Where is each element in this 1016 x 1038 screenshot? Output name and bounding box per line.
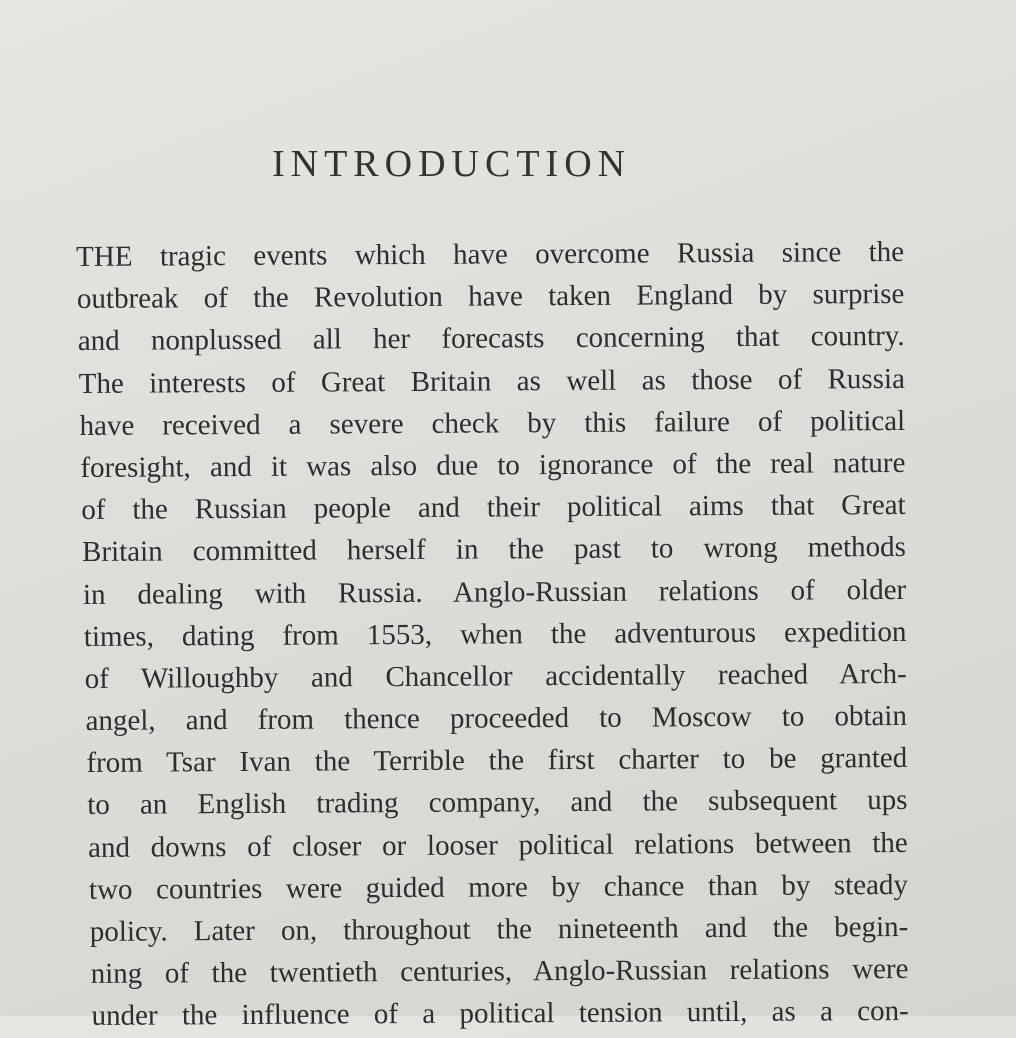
text-line: two countries were guided more by chance than by steady: [88, 868, 909, 906]
text-line: Britain committed herself in the past to wrong methods: [82, 531, 907, 569]
text-line: outbreak of the Revolution have taken England by surprise: [76, 278, 905, 316]
text-line: The interests of Great Britain as well as those of Russia: [78, 362, 905, 400]
body-text: [76, 231, 909, 1038]
text-line: in dealing with Russia. Anglo-Russian relations of older: [82, 573, 907, 611]
chapter-heading: INTRODUCTION: [272, 143, 632, 185]
text-line: ning of the twentieth centuries, Anglo-Russian relations were: [90, 953, 909, 991]
text-line: and downs of closer or looser political relations between the: [88, 826, 908, 864]
text-line: of the Russian people and their political aims that Great: [81, 489, 906, 527]
text-line: times, dating from 1553, when the adventurous expedition: [83, 615, 907, 653]
text-line: of Willoughby and Chancellor accidentally reached Arch-: [84, 657, 907, 695]
text-line: angel, and from thence proceeded to Moscow to obtain: [85, 699, 908, 738]
text-line: policy. Later on, throughout the nineteenth and the begin-: [89, 910, 909, 948]
text-line: and nonplussed all her forecasts concerning that country.: [77, 320, 905, 358]
text-line: under the influence of a political tension until, as a con-: [91, 995, 909, 1033]
text-line: foresight, and it was also due to ignorance of the real nature: [80, 446, 906, 484]
text-line: from Tsar Ivan the Terrible the first charter to be granted: [86, 742, 908, 780]
text-line: THE tragic events which have overcome Russia since the: [76, 235, 905, 273]
text-line: to an English trading company, and the subsequent ups: [87, 784, 908, 822]
text-line: have received a severe check by this failure of political: [79, 404, 906, 442]
